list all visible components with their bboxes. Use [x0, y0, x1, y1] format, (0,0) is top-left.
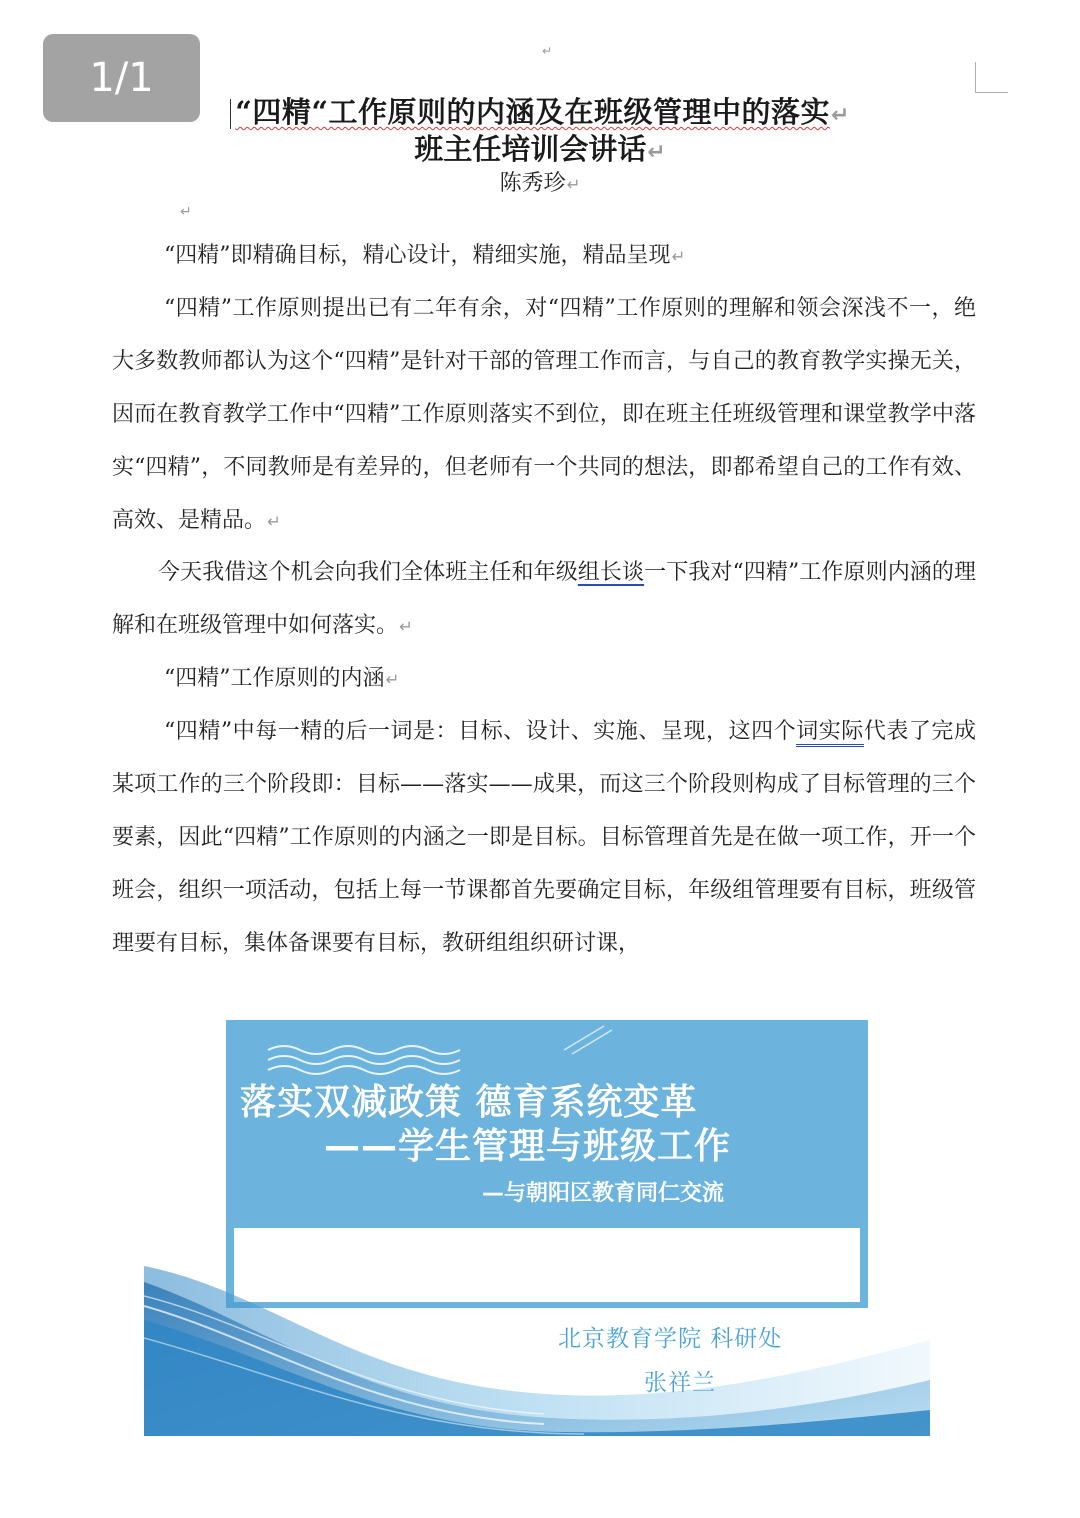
slide-title-line2: ——学生管理与班级工作: [324, 1126, 732, 1167]
doc-title-line1: [0, 90, 1080, 131]
paragraph-4-heading: [112, 652, 976, 706]
paragraph-2-text: “四精”工作原则提出已有二年有余，对“四精”工作原则的理解和领会深浅不一，绝大多数教师都认为这个“四精”是针对干部的管理工作而言，与自己的教育教学实操无关，因而在教育教学工作中“四精”工作原则落实不到位，即在班主任班级管理和课堂教学中落实“四精”，不同教师是有差异的，但老师有一个共同的想法，即都希望自己的工作有效、高效、是精品。: [112, 296, 976, 533]
grammar-marked-phrase[interactable]: 组长谈: [577, 560, 645, 585]
paragraph-1-text: “四精”即精确目标，精心设计，精细实施，精品呈现: [164, 243, 671, 268]
paragraph-5-text-a: “四精”中每一精的后一词是：目标、设计、实施、呈现，这四个: [164, 719, 797, 744]
crop-mark: [975, 62, 1008, 93]
paragraph-5-text-b: 代表了完成某项工作的三个阶段即：目标——落实——成果，而这三个阶段则构成了目标管理的三个要素，因此“四精”工作原则的内涵之一即是目标。目标管理首先是在做一项工作，开一个班会，组织一项活动，包括上每一节课都首先要确定目标，年级组管理要有目标，班级管理要有目标，集体备课要有目标，教研组组织研讨课，: [112, 719, 976, 956]
paragraph-2: [112, 282, 976, 548]
doc-author: [0, 166, 1080, 197]
return-mark: ↵: [566, 175, 581, 194]
return-mark: ↵: [647, 140, 666, 165]
page-counter-text: 1/1: [89, 55, 154, 101]
slide-title-line1: 落实双减政策 德育系统变革: [240, 1082, 698, 1123]
slide-white-box: [234, 1228, 860, 1302]
return-mark: ↵: [385, 670, 400, 689]
return-mark: ↵: [831, 103, 850, 128]
slide-subtitle: —与朝阳区教育同仁交流: [482, 1181, 725, 1206]
text-cursor: [230, 99, 231, 129]
return-mark: ↵: [399, 617, 413, 636]
paragraph-3-text-a: 今天我借这个机会向我们全体班主任和年级: [158, 560, 578, 585]
slide-presenter: 张祥兰: [644, 1370, 716, 1396]
slide-organization: 北京教育学院 科研处: [558, 1326, 783, 1352]
embedded-slide-image: [144, 1020, 930, 1436]
title-line1-text: “四精“工作原则的内涵及在班级管理中的落实: [235, 95, 831, 129]
author-text: 陈秀珍: [499, 171, 566, 196]
return-mark: ↵: [267, 512, 281, 531]
empty-paragraph-mark: ↵: [180, 204, 192, 220]
paragraph-3: [112, 546, 976, 653]
paragraph-4-text: “四精”工作原则的内涵: [164, 666, 385, 691]
top-return-mark: ↵: [542, 44, 553, 58]
paragraph-3-text-b: 一下我对“四精”工作原则内涵的理解和在班级管理中如何落实。: [112, 560, 976, 638]
grammar-marked-phrase-2[interactable]: 词实际: [796, 719, 864, 747]
title-line2-text: 班主任培训会讲话: [414, 132, 647, 166]
paragraph-1: [112, 229, 976, 283]
paragraph-5: [112, 705, 976, 970]
doc-title-line2: [0, 127, 1080, 168]
return-mark: ↵: [671, 247, 686, 266]
